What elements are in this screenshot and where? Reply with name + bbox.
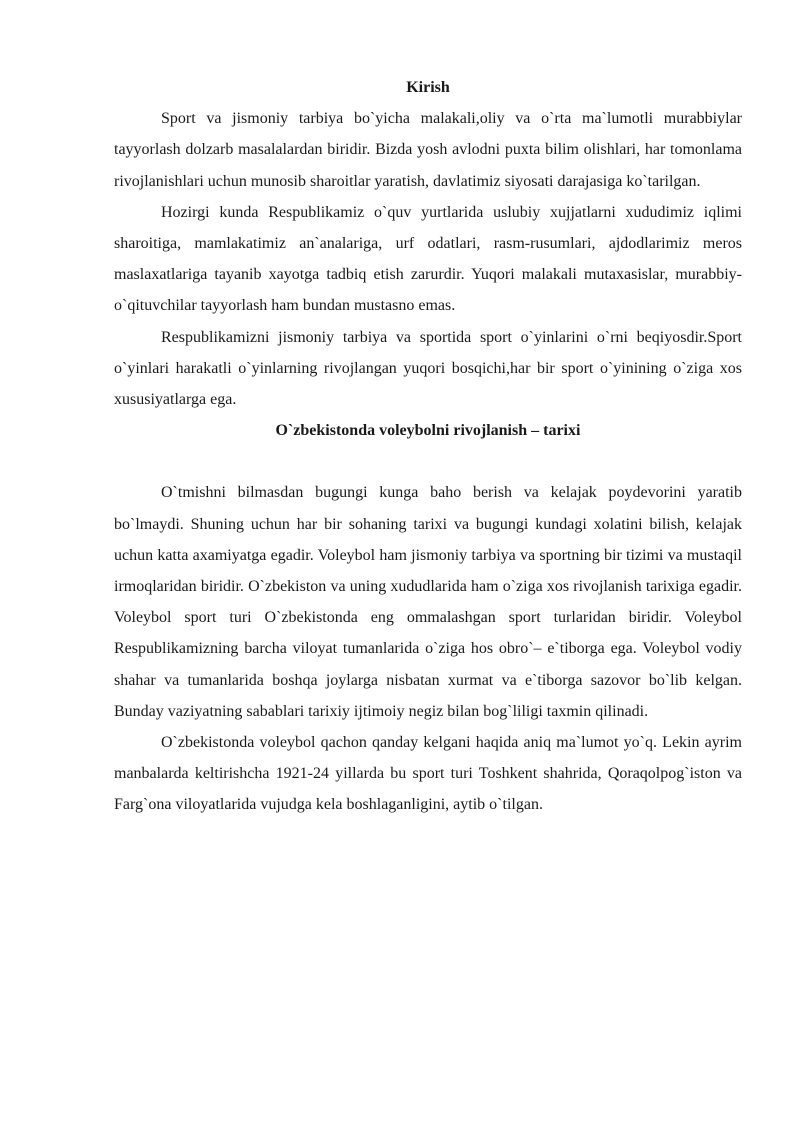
section-spacer [114, 446, 742, 477]
section-heading: O`zbekistonda voleybolni rivojlanish – tarixi [275, 422, 581, 440]
intro-paragraph-1: Sport va jismoniy tarbiya bo`yicha malakali,oliy va o`rta ma`lumotli murabbiylar tayyorlash dolzarb masalalardan biridir. Bizda yosh avlodni puxta bilim olishlari, har tomonlama rivojlanishlari uchun munosib sharoitlar yaratish, davlatimiz siyosati darajasiga ko`tarilgan. [114, 110, 742, 190]
document-page [114, 72, 742, 821]
intro-paragraph-3: Respublikamizni jismoniy tarbiya va sportida sport o`yinlarini o`rni beqiyosdir.Sport o`yinlari harakatli o`yinlarning rivojlangan yuqori bosqichi,har bir sport o`yinining o`ziga xos xususiyatlarga ega. [114, 328, 742, 409]
section-paragraph-2: O`zbekistonda voleybol qachon qanday kelgani haqida aniq ma`lumot yo`q. Lekin ayrim manbalarda keltirishcha 1921-24 yillarda bu sport turi Toshkent shahrida, Qoraqolpog`iston va Farg`ona viloyatlarida vujudga kela boshlaganligini, aytib o`tilgan. [114, 734, 742, 814]
intro-paragraph-2: Hozirgi kunda Respublikamiz o`quv yurtlarida uslubiy xujjatlarni xududimiz iqlimi sharoitiga, mamlakatimiz an`analariga, urf odatlari, rasm-rusumlari, ajdodlarimiz meros maslaxatlariga tayanib xayotga tadbiq etish zarurdir. Yuqori malakali mutaxasislar, murabbiy-o`qituvchilar tayyorlash ham bundan mustasno emas. [114, 203, 742, 315]
page-title: Kirish [406, 79, 450, 96]
section-paragraph-1: O`tmishni bilmasdan bugungi kunga baho berish va kelajak poydevorini yaratib bo`lmaydi. Shuning uchun har bir sohaning tarixi va bugungi kundagi xolatini bilish, kelajak uchun katta axamiyatga egadir. Voleybol ham jismoniy tarbiya va sportning bir tizimi va mustaqil irmoqlaridan biridir. O`zbekiston va uning xududlarida ham o`ziga xos rivojlanish tarixiga egadir. Voleybol sport turi O`zbekistonda eng ommalashgan sport turlaridan biridir. Voleybol Respublikamizning barcha viloyat tumanlarida o`ziga hos obro`– e`tiborga ega. Voleybol vodiy shahar va tumanlarida boshqa joylarga nisbatan xurmat va e`tiborga sazovor bo`lib kelgan. Bunday vaziyatning sabablari tarixiy ijtimoiy negiz bilan bog`liligi taxmin qilinadi. [114, 484, 742, 720]
